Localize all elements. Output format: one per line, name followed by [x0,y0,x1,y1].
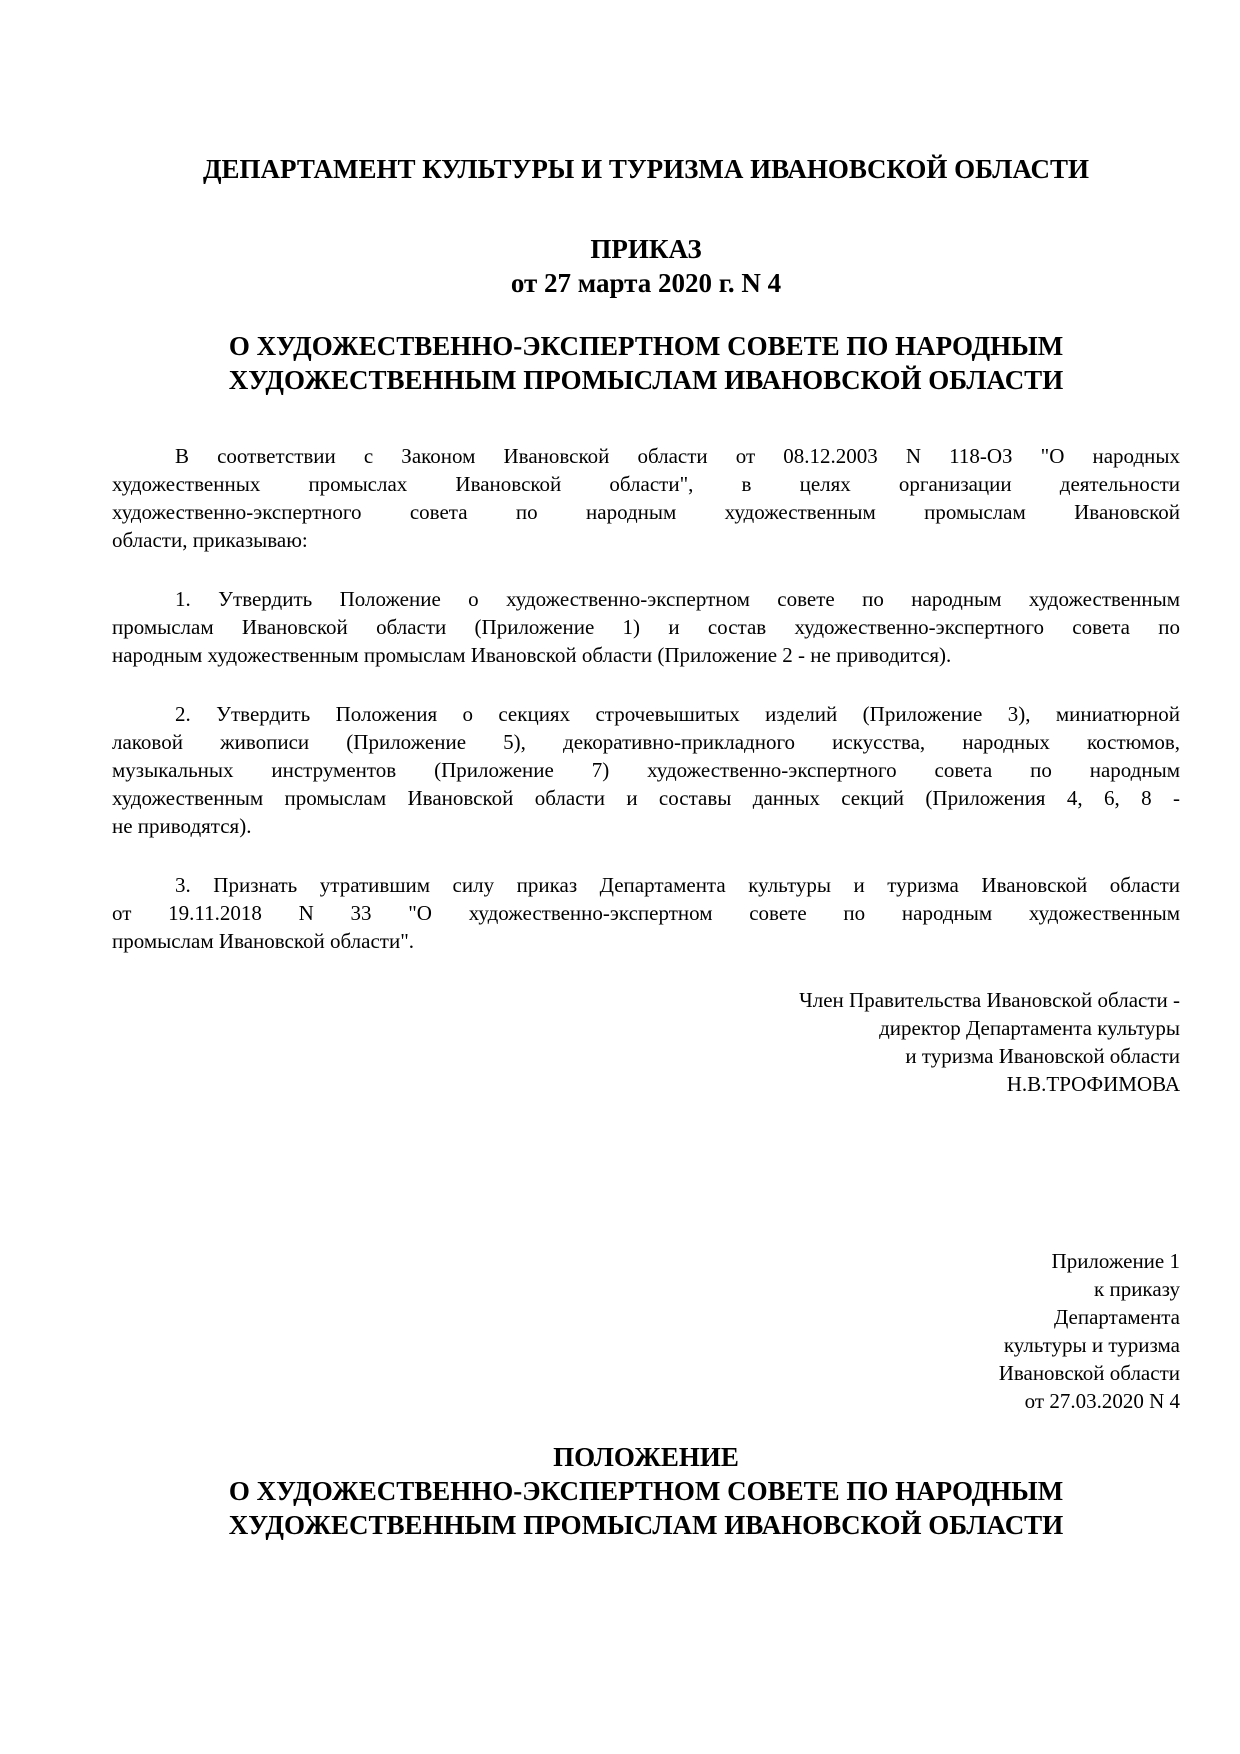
appendix-ref-line: культуры и туризма [1003,1333,1180,1357]
signature-block [112,986,1180,1098]
paragraph-line: 3. Признать утратившим силу приказ Департамента культуры и туризма Ивановской области [175,873,1180,897]
body-paragraph [112,585,1180,669]
document-content [112,0,1180,1542]
appendix-title-line: ХУДОЖЕСТВЕННЫМ ПРОМЫСЛАМ ИВАНОВСКОЙ ОБЛАСТИ [228,1510,1064,1540]
order-title-line: О ХУДОЖЕСТВЕННО-ЭКСПЕРТНОМ СОВЕТЕ ПО НАРОДНЫМ [228,331,1064,361]
paragraph-line: 1. Утвердить Положение о художественно-экспертном совете по народным художественным [175,587,1180,611]
paragraph-line: области, приказываю: [112,528,308,552]
signature-line: директор Департамента культуры [879,1016,1180,1040]
appendix-ref-line: Департамента [1053,1305,1180,1329]
paragraph-line: художественно-экспертного совета по народным художественным промыслам Ивановской [112,500,1180,524]
paragraph-line: лаковой живописи (Приложение 5), декоративно-прикладного искусства, народных костюмов, [112,730,1180,754]
paragraph-line: В соответствии с Законом Ивановской области от 08.12.2003 N 118-ОЗ "О народных [175,444,1180,468]
paragraph-line: от 19.11.2018 N 33 "О художественно-экспертном совете по народным художественным [112,901,1180,925]
order-label: ПРИКАЗ [590,234,702,264]
signature-line: Н.В.ТРОФИМОВА [1006,1072,1180,1096]
signature-line: и туризма Ивановской области [905,1044,1180,1068]
department-header: ДЕПАРТАМЕНТ КУЛЬТУРЫ И ТУРИЗМА ИВАНОВСКОЙ ОБЛАСТИ [202,154,1090,184]
appendix-ref-line: от 27.03.2020 N 4 [1024,1389,1180,1413]
appendix-ref-line: к приказу [1094,1277,1180,1301]
appendix-title [112,1440,1180,1542]
order-title [112,329,1180,397]
body-paragraph [112,871,1180,955]
signature-line: Член Правительства Ивановской области - [799,988,1180,1012]
paragraph-line: художественных промыслах Ивановской области", в целях организации деятельности [112,472,1180,496]
order-date: от 27 марта 2020 г. N 4 [510,268,782,298]
appendix-title-line: О ХУДОЖЕСТВЕННО-ЭКСПЕРТНОМ СОВЕТЕ ПО НАРОДНЫМ [228,1476,1064,1506]
order-title-line: ХУДОЖЕСТВЕННЫМ ПРОМЫСЛАМ ИВАНОВСКОЙ ОБЛАСТИ [228,365,1064,395]
appendix-title-line: ПОЛОЖЕНИЕ [553,1442,739,1472]
paragraph-line: народным художественным промыслам Ивановской области (Приложение 2 - не приводится). [112,643,952,667]
appendix-ref-line: Приложение 1 [1051,1249,1180,1273]
paragraph-line: художественным промыслам Ивановской области и составы данных секций (Приложения 4, 6, 8 - [112,786,1180,810]
paragraph-line: не приводятся). [112,814,252,838]
paragraph-line: промыслам Ивановской области". [112,929,415,953]
order-block [112,232,1180,300]
body-paragraph [112,700,1180,840]
paragraph-line: музыкальных инструментов (Приложение 7) художественно-экспертного совета по народным [112,758,1180,782]
order-body [112,442,1180,955]
appendix-ref-line: Ивановской области [998,1361,1180,1385]
body-paragraph [112,442,1180,554]
paragraph-line: 2. Утвердить Положения о секциях строчевышитых изделий (Приложение 3), миниатюрной [175,702,1180,726]
paragraph-line: промыслам Ивановской области (Приложение 1) и состав художественно-экспертного совета по [112,615,1180,639]
appendix-ref-block [112,1247,1180,1415]
